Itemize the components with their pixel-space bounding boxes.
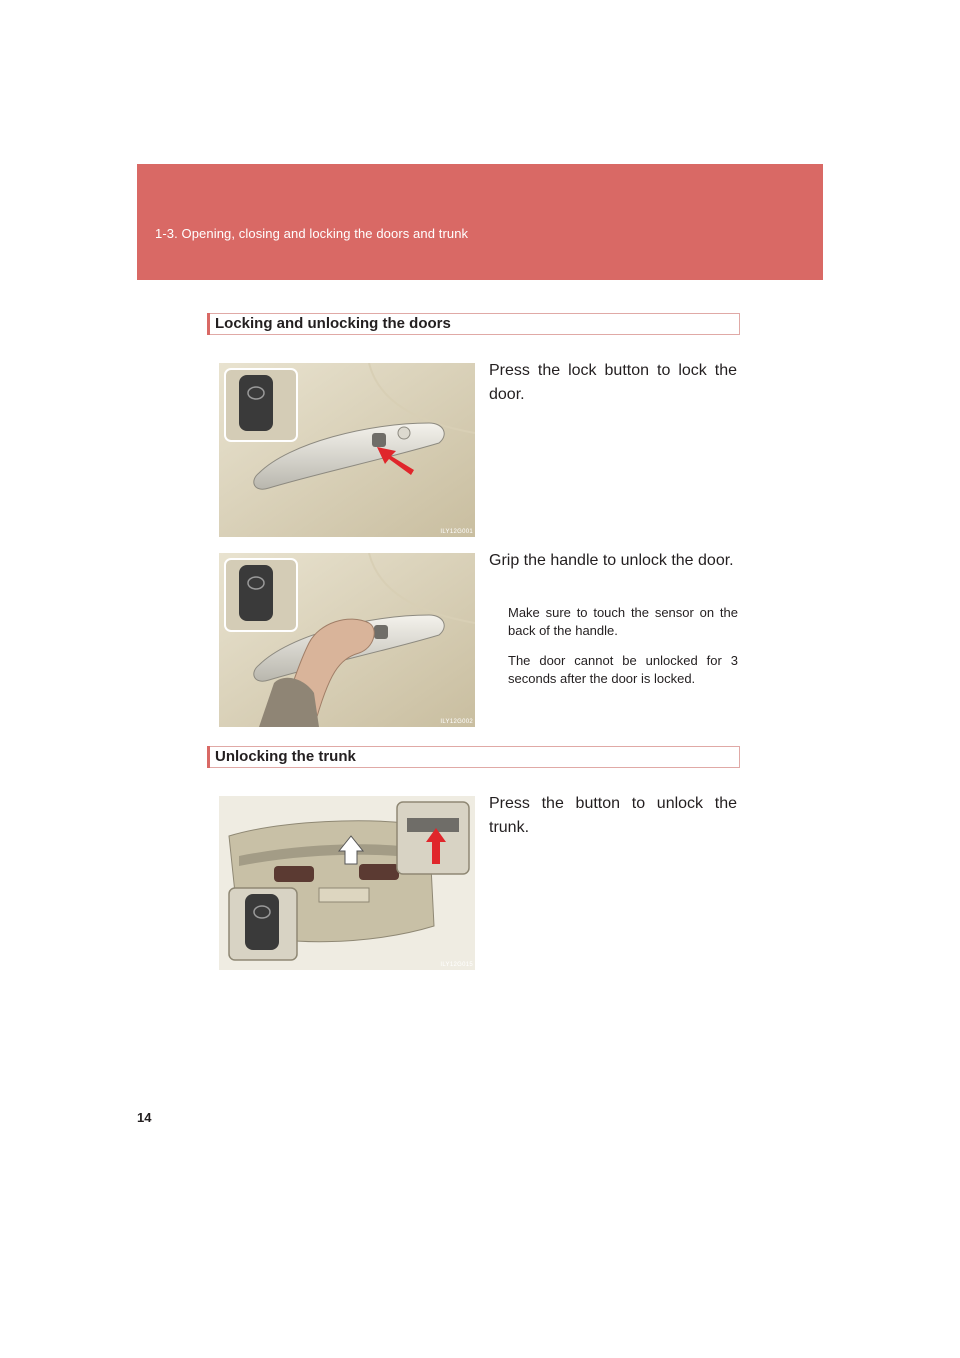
page-number: 14: [137, 1110, 152, 1125]
section-title: Locking and unlocking the doors: [215, 315, 451, 332]
figure-lock-button: [219, 363, 475, 537]
note-text: The door cannot be unlocked for 3 seconds after the door is locked.: [508, 653, 738, 686]
section-heading-trunk: [207, 746, 740, 768]
section-heading-doors: [207, 313, 740, 335]
figure-code: ILY12G001: [440, 529, 473, 535]
note-text: Make sure to touch the sensor on the back of the handle.: [508, 605, 738, 638]
section-accent-bar: [207, 746, 210, 768]
step-text: Grip the handle to unlock the door.: [489, 552, 734, 569]
figure-code: ILY12G015: [440, 962, 473, 968]
step-text: Press the button to unlock the trunk.: [489, 795, 737, 836]
section-accent-bar: [207, 313, 210, 335]
figure-trunk-button: [219, 796, 475, 970]
header-band: [137, 164, 823, 280]
figure-code: ILY12G002: [440, 719, 473, 725]
figure-grip-handle: [219, 553, 475, 727]
section-title: Unlocking the trunk: [215, 748, 356, 765]
step-text: Press the lock button to lock the door.: [489, 362, 737, 403]
breadcrumb: 1-3. Opening, closing and locking the doors and trunk: [155, 226, 469, 241]
